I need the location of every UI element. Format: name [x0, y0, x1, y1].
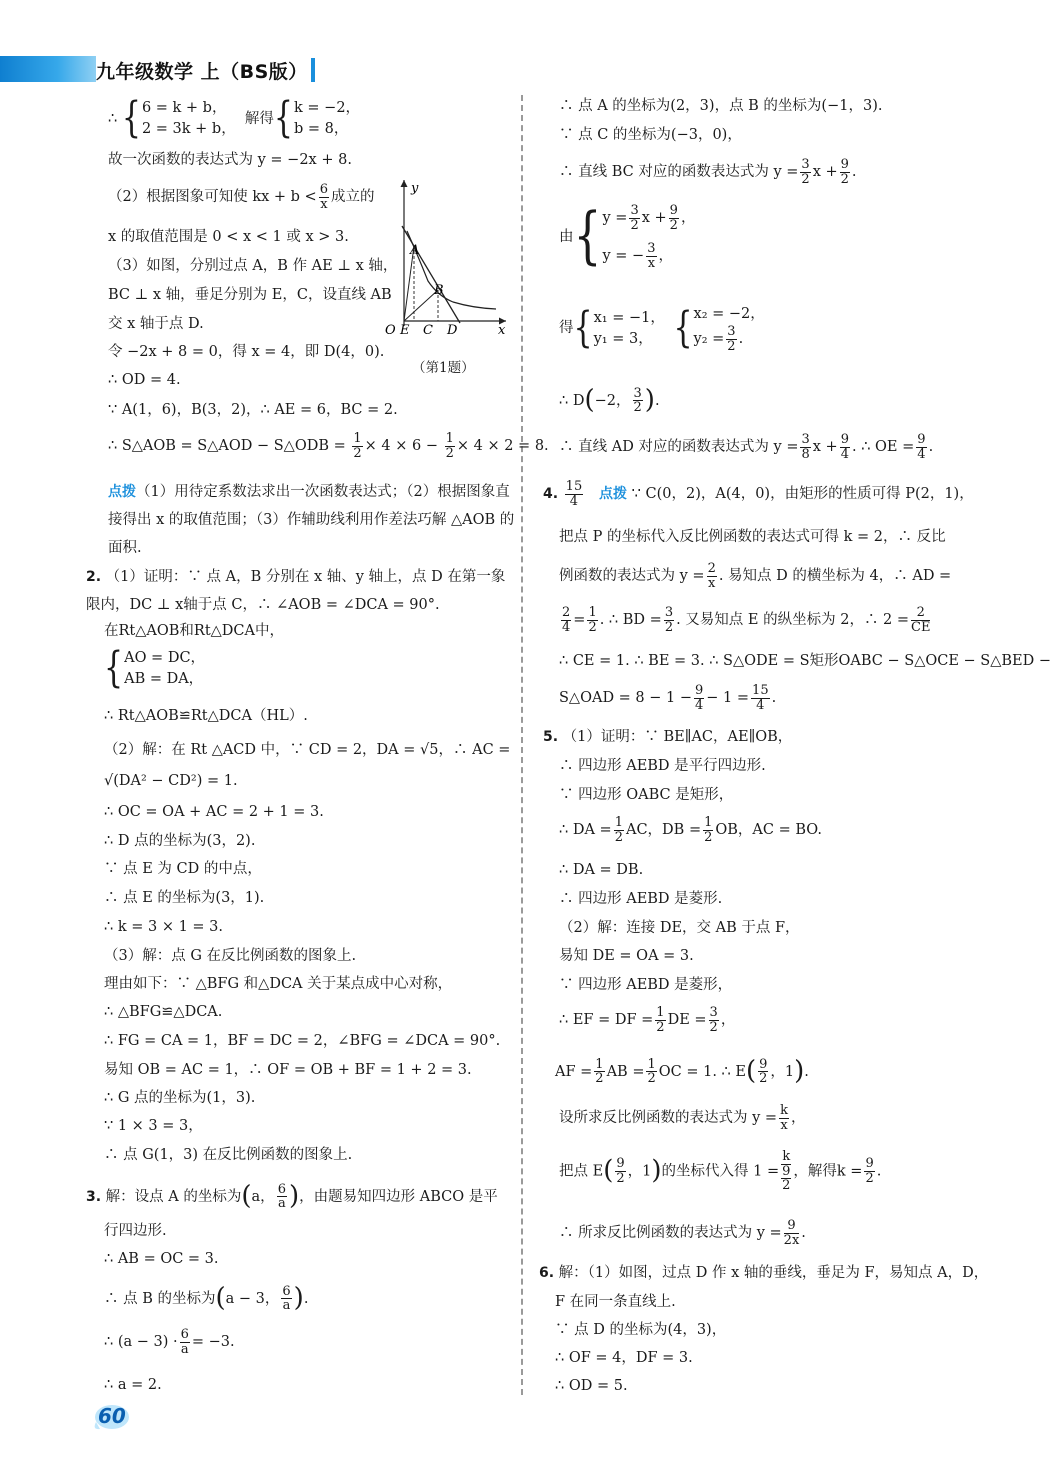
- fraction: $\frac{6}{x}$: [319, 182, 328, 212]
- text-line: （3）如图，分别过点 A，B 作 AE ⊥ x 轴，: [108, 258, 398, 274]
- fig-label-e: E: [400, 323, 410, 338]
- text-line: ∴ OD = 4.: [108, 372, 181, 388]
- text-line: ∵ A(1，6)，B(3，2)，∴ AE = 6，BC = 2.: [108, 402, 398, 418]
- text-line: ∴ 所求反比例函数的表达式为 y = $\frac{9}{2x}$ .: [559, 1218, 806, 1248]
- q5-line1: 5. （1）证明：∵ BE∥AC，AE∥OB，: [543, 729, 793, 745]
- text-line: ∵ 1 × 3 = 3，: [104, 1118, 203, 1134]
- q3-line1: 3. 解：设点 A 的坐标为(a， $\frac{6}{a}$ )，由题易知四边形 ABCO 是平: [86, 1181, 498, 1212]
- function-graph: [378, 176, 510, 336]
- question-number: 2.: [86, 569, 102, 585]
- text-line: 把点 P 的坐标代入反比例函数的表达式可得 k = 2，∴ 反比: [559, 529, 946, 545]
- q2-part1: 2. （1）证明：∵ 点 A，B 分别在 x 轴、y 轴上，点 D 在第一象限内，DC ⊥ x轴于点 C，∴ ∠AOB = ∠DCA = 90°.: [86, 569, 506, 613]
- text-line: （3）解：点 G 在反比例函数的图象上.: [104, 948, 357, 964]
- text-line: ∴ AB = OC = 3.: [104, 1251, 219, 1267]
- text-line: （2）解：连接 DE，交 AB 于点 F，: [559, 920, 800, 936]
- text-line: ∴ 点 A 的坐标为(2，3)，点 B 的坐标为(−1，3).: [559, 98, 883, 114]
- text-line: ∵ 点 C 的坐标为(−3，0)，: [559, 127, 742, 143]
- text-line: x 的取值范围是 0 < x < 1 或 x > 3.: [108, 229, 349, 245]
- text-line: BC ⊥ x 轴，垂足分别为 E，C，设直线 AB: [108, 287, 392, 303]
- text-line: ∴ 四边形 AEBD 是平行四边形.: [559, 758, 766, 774]
- system-solution: 得{ x₁ = −1， y₁ = 3， { x₂ = −2， y₂ = $\frac{3}{2}$ .: [559, 303, 765, 354]
- fig-label-c: C: [423, 323, 433, 338]
- graph-figure: [378, 176, 510, 336]
- page-number-badge: [92, 1402, 132, 1432]
- fig-label-d: D: [447, 323, 458, 338]
- area-equation: ∴ S△AOB = S△AOD − S△ODB = $\frac{1}{2}$ × 4 × 6 − $\frac{1}{2}$ × 4 × 2 = 8.: [108, 431, 549, 461]
- q4-line1: 4. $\frac{15}{4}$ 点拨 ∵ C(0，2)，A(4，0)，由矩形的性质可得 P(2，1)，: [543, 479, 974, 509]
- text-line: ∵ 四边形 OABC 是矩形，: [559, 787, 734, 803]
- fraction: $\frac{1}{2}$: [353, 431, 362, 461]
- text-line: ∴ G 点的坐标为(1，3).: [104, 1090, 256, 1106]
- question-number: 4.: [543, 486, 559, 503]
- text-line: ∴ 点 B 的坐标为(a − 3， $\frac{6}{a}$ ).: [104, 1283, 309, 1314]
- text-line: ∴ 直线 AD 对应的函数表达式为 y = $\frac{3}{8}$ x + $\frac{9}{4}$ . ∴ OE = $\frac{9}{4}$ .: [559, 432, 934, 462]
- text-line: ∴ 点 E 的坐标为(3，1).: [104, 890, 265, 906]
- fig-label-a: A: [410, 243, 420, 258]
- text-line: ∴ CE = 1. ∴ BE = 3. ∴ S△ODE = S矩形OABC − S△OCE − S△BED −: [559, 653, 1051, 669]
- text-line: （2）根据图象可知使 kx + b < $\frac{6}{x}$ 成立的: [108, 182, 375, 212]
- figure-caption: （第1题）: [412, 360, 475, 376]
- system-1: 6 = k + b， 2 = 3k + b，: [141, 100, 236, 138]
- column-divider: [521, 95, 523, 1395]
- text-line: ∴ OD = 5.: [555, 1378, 628, 1394]
- text-line: 设所求反比例函数的表达式为 y = $\frac{k}{x}$ ，: [559, 1103, 806, 1133]
- text-line: ∴ D(−2， $\frac{3}{2}$ ).: [559, 385, 660, 416]
- text-line: 易知 OB = AC = 1，∴ OF = OB + BF = 1 + 2 = 3.: [104, 1062, 472, 1078]
- fig-label-y: y: [411, 181, 419, 196]
- system-2: k = −2， b = 8，: [294, 100, 361, 138]
- text-line: 令 −2x + 8 = 0，得 x = 4，即 D(4，0).: [108, 344, 385, 360]
- page-header-title: 九年级数学 上（BS版）: [96, 61, 308, 83]
- tip-paragraph: 点拨（1）用待定系数法求出一次函数表达式；（2）根据图象直接得出 x 的取值范围；（3）作辅助线利用作差法巧解 △AOB 的面积.: [108, 484, 515, 556]
- system-eq: 由{ y = $\frac{3}{2}$ x + $\frac{9}{2}$ ， y = − $\frac{3}{x}$ ，: [559, 200, 696, 273]
- text-line: ∴ 四边形 AEBD 是菱形.: [559, 891, 723, 907]
- text-line: ∵ 点 E 为 CD 的中点，: [104, 861, 262, 877]
- text-line: ∴ D 点的坐标为(3，2).: [104, 833, 256, 849]
- fig-label-b: B: [434, 283, 444, 298]
- text-line: 交 x 轴于点 D.: [108, 316, 204, 332]
- text-line: $\frac{2}{4}$ = $\frac{1}{2}$ . ∴ BD = $\frac{3}{2}$ . 又易知点 E 的纵坐标为 2，∴ 2 = $\frac{2}{CE}$: [562, 605, 931, 635]
- text-line: ∴ EF = DF = $\frac{1}{2}$ DE = $\frac{3}{2}$ ，: [559, 1005, 736, 1035]
- text-line: AF = $\frac{1}{2}$ AB = $\frac{1}{2}$ OC = 1. ∴ E( $\frac{9}{2}$ ，1).: [555, 1056, 809, 1087]
- text-line: ∴ OF = 4，DF = 3.: [555, 1350, 693, 1366]
- text-line: F 在同一条直线上.: [555, 1294, 676, 1310]
- question-number: 5.: [543, 729, 559, 745]
- tip-label: 点拨: [599, 486, 628, 503]
- text-line: 在Rt△AOB和Rt△DCA中，: [104, 623, 284, 639]
- text-line: ∴ a = 2.: [104, 1377, 162, 1393]
- q2-system: { AO = DC， AB = DA，: [104, 643, 206, 693]
- text-line: ∴ (a − 3) · $\frac{6}{a}$ = −3.: [104, 1327, 235, 1357]
- text-line: ∴ OC = OA + AC = 2 + 1 = 3.: [104, 804, 324, 820]
- header-color-bar: [0, 56, 96, 82]
- text-line: （2）解：在 Rt △ACD 中，∵ CD = 2，DA = √5，∴ AC =: [104, 742, 511, 758]
- page-number: 60: [98, 1404, 126, 1428]
- tip-label: 点拨: [108, 484, 136, 500]
- text-line: ∴ Rt△AOB≌Rt△DCA（HL）.: [104, 708, 308, 724]
- text-line: ∴ 点 G(1，3) 在反比例函数的图象上.: [104, 1147, 353, 1163]
- therefore: ∴: [108, 111, 118, 128]
- text-line: ∵ 点 D 的坐标为(4，3)，: [555, 1322, 727, 1338]
- fig-label-o: O: [385, 323, 396, 338]
- q4-answer: $\frac{15}{4}$: [565, 479, 583, 509]
- text-line: ∴ △BFG≌△DCA.: [104, 1004, 223, 1020]
- text-line: 行四边形.: [104, 1223, 167, 1239]
- solve-text: 解得: [244, 111, 274, 128]
- text-line: ∴ DA = DB.: [559, 862, 644, 878]
- text-line: 故一次函数的表达式为 y = −2x + 8.: [108, 152, 352, 168]
- text-line: ∴ k = 3 × 1 = 3.: [104, 919, 224, 935]
- text-line: ∴ 直线 BC 对应的函数表达式为 y = $\frac{3}{2}$ x + $\frac{9}{2}$ .: [559, 157, 857, 187]
- text-line: 把点 E( $\frac{9}{2}$ ，1)的坐标代入得 1 = $\frac{k}{\frac{9}{2}}$ ，解得k = $\frac{9}{2}$ .: [559, 1149, 882, 1194]
- text-line: ∴ DA = $\frac{1}{2}$ AC，DB = $\frac{1}{2}$ OB，AC = BO.: [559, 815, 822, 845]
- text-line: ∵ 四边形 AEBD 是菱形，: [559, 977, 733, 993]
- text-line: 易知 DE = OA = 3.: [559, 948, 694, 964]
- text-line: ∴ FG = CA = 1，BF = DC = 2，∠BFG = ∠DCA = 90°.: [104, 1033, 501, 1049]
- header-accent-mark: [311, 58, 315, 82]
- text-line: 理由如下：∵ △BFG 和△DCA 关于某点成中心对称，: [104, 976, 453, 992]
- fraction: $\frac{1}{2}$: [445, 431, 454, 461]
- text-line: √(DA² − CD²) = 1.: [104, 773, 238, 789]
- text-line: S△OAD = 8 − 1 − $\frac{9}{4}$ − 1 = $\frac{15}{4}$ .: [559, 683, 777, 713]
- text-line: 例函数的表达式为 y = $\frac{2}{x}$ . 易知点 D 的横坐标为 4，∴ AD =: [559, 561, 952, 591]
- q6-line1: 6. 解：（1）如图，过点 D 作 x 轴的垂线，垂足为 F，易知点 A，D，: [539, 1265, 989, 1281]
- q1-system-line: ∴ { 6 = k + b， 2 = 3k + b， 解得{ k = −2， b = 8，: [108, 93, 361, 143]
- fig-label-x: x: [498, 323, 506, 338]
- question-number: 3.: [86, 1188, 102, 1205]
- brace: {: [121, 93, 141, 143]
- question-number: 6.: [539, 1265, 555, 1281]
